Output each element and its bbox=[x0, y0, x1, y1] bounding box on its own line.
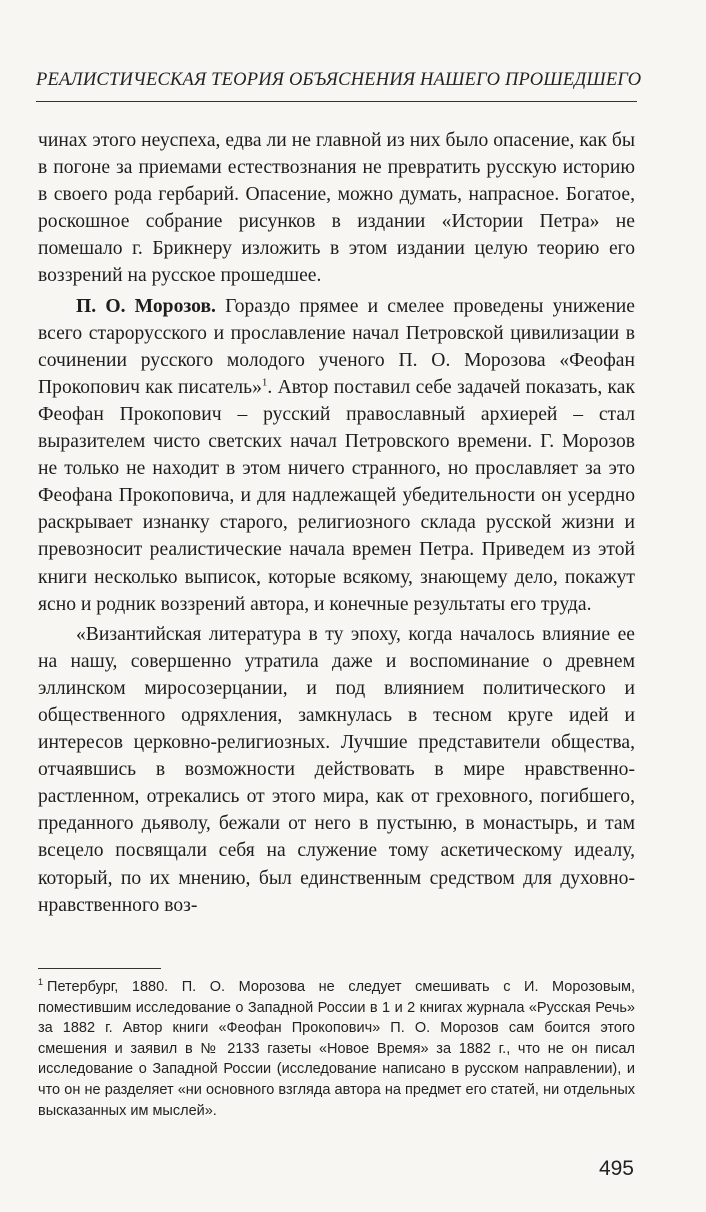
paragraph-3: «Византийская литература в ту эпоху, когда началось влияние ее на нашу, совершенно утратила даже и воспоминание о древнем эллинском миросозерцании, и под влиянием политического и общественного одряхления, замкнулась в тесном круге идей и интересов церковно-религиозных. Лучшие представители общества, отчаявшись в возможности действовать в мире нравственно-растленном, отрекались от этого мира, как от греховного, погибшего, преданного дьяволу, бежали от него в пустыню, в монастырь, и там всецело посвящали себя на служение тому аскетическому идеалу, который, по их мнению, был единственным средством для духовно-нравственного воз- bbox=[38, 623, 635, 916]
paragraph-2-text-a: Гораздо прямее и смелее проведены унижение всего старорусского и прославление начал Петровской цивилизации в сочинении русского молодого ученого П. О. Морозова «Феофан Прокопович как писатель» bbox=[38, 295, 635, 398]
footnote-ref: 1 bbox=[261, 376, 268, 389]
running-header: РЕАЛИСТИЧЕСКАЯ ТЕОРИЯ ОБЪЯСНЕНИЯ НАШЕГО ПРОШЕДШЕГО bbox=[36, 70, 642, 90]
page-number: 495 bbox=[598, 1157, 634, 1180]
footnote bbox=[38, 977, 635, 1121]
paragraph-2-text-b: . Автор поставил себе задачей показать, как Феофан Прокопович – русский православный архиерей – стал выразителем чисто светских начал Петровского времени. Г. Морозов не только не находит в этом ничего странного, но прославляет за это Феофана Прокоповича, и для надлежащей убедительности он усердно раскрывает изнанку старого, религиозного склада русской жизни и превозносит реалистические начала времен Петра. Приведем из этой книги несколько выписок, которые всякому, знающему дело, покажут ясно и родник воззрений автора, и конечные результаты его труда. bbox=[38, 376, 635, 615]
paragraph-1: чинах этого неуспеха, едва ли не главной из них было опасение, как бы в погоне за приемами естествознания не превратить русскую историю в своего рода гербарий. Опасение, можно думать, напрасное. Богатое, роскошное собрание рисунков в издании «Истории Петра» не помешало г. Брикнеру изложить в этом издании целую теорию его воззрений на русское прошедшее. bbox=[38, 130, 635, 287]
footnote-rule bbox=[38, 968, 161, 969]
paragraph-2 bbox=[38, 293, 635, 618]
main-text bbox=[38, 127, 635, 919]
footnote-mark: 1 bbox=[38, 977, 44, 988]
header-rule bbox=[36, 101, 637, 102]
bold-name: П. О. Морозов. bbox=[76, 295, 216, 317]
footnote-text: Петербург, 1880. П. О. Морозова не следует смешивать с И. Морозовым, поместившим исследование о Западной России в 1 и 2 книгах журнала «Русская Речь» за 1882 г. Автор книги «Феофан Прокопович» П. О. Морозов сам боится этого смешения и заявил в № 2133 газеты «Новое Время» за 1882 г., что не он писал исследование о Западной России (исследование написано в русском направлении), и что он не разделяет «ни основного взгляда автора на предмет его статей, ни отдельных высказанных им мыслей». bbox=[38, 979, 635, 1119]
